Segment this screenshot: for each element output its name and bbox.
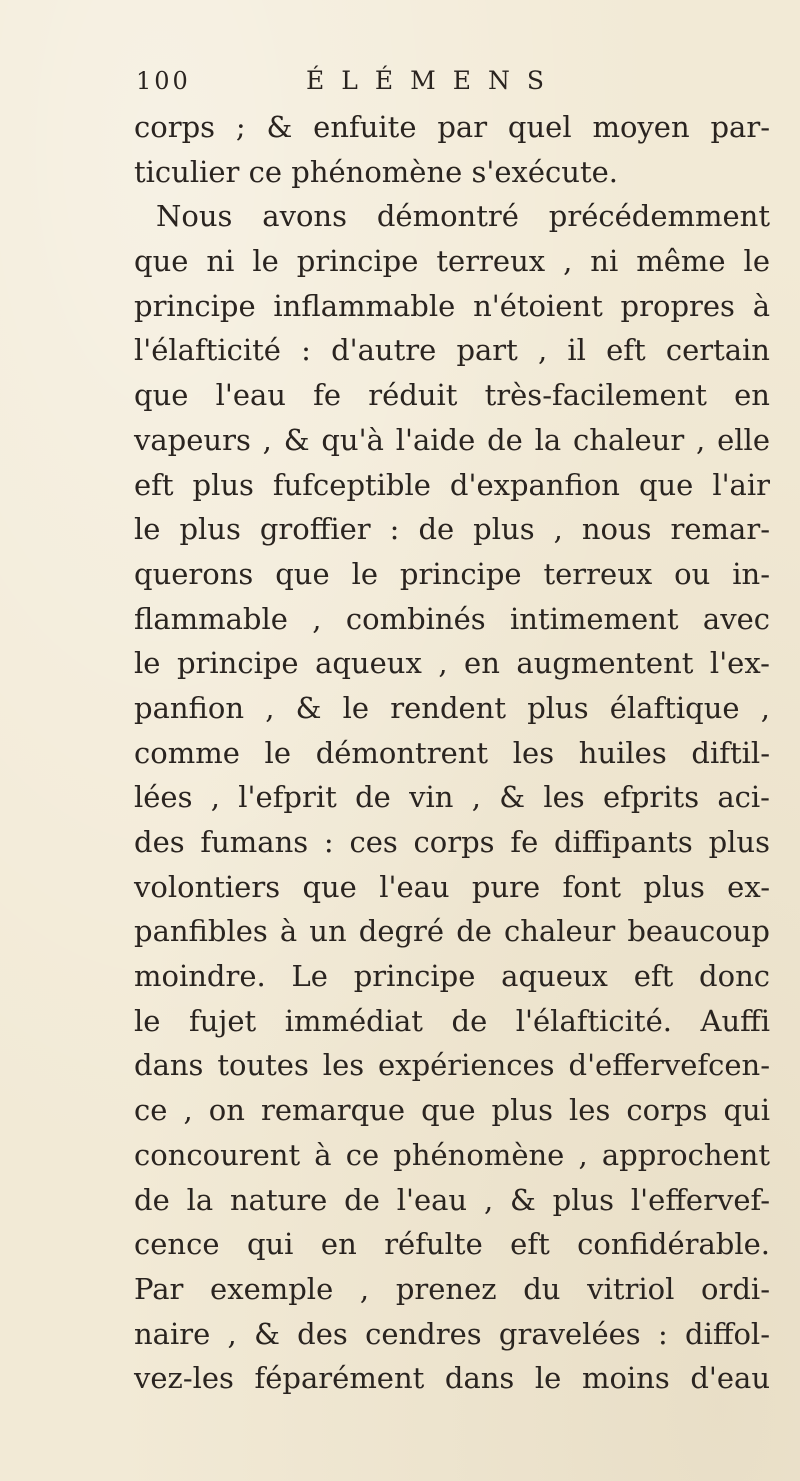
text-line: concourent à ce phénomène , approchent: [134, 1137, 770, 1172]
text-line: dans toutes les expériences d'effervefcen-: [134, 1048, 770, 1083]
body-text: [134, 105, 770, 1401]
text-line: vez-les féparément dans le moins d'eau: [134, 1361, 770, 1396]
text-line: panfibles à un degré de chaleur beaucoup: [134, 914, 770, 949]
text-line: le plus groffier : de plus , nous remar-: [134, 512, 770, 547]
text-line: l'élafticité : d'autre part , il eft certain: [134, 333, 770, 368]
text-line: le principe aqueux , en augmentent l'ex-: [134, 646, 770, 681]
text-line: Nous avons démontré précédemment: [156, 199, 770, 234]
text-line: ce , on remarque que plus les corps qui: [134, 1093, 770, 1128]
text-line: volontiers que l'eau pure font plus ex-: [134, 869, 770, 904]
text-line: flammable , combinés intimement avec: [134, 601, 770, 636]
text-line: moindre. Le principe aqueux eft donc: [134, 959, 770, 994]
text-line: principe inflammable n'étoient propres à: [134, 288, 770, 323]
page-number: 100: [136, 67, 191, 95]
text-line: lées , l'efprit de vin , & les efprits aci-: [134, 780, 770, 815]
text-line: cence qui en réfulte eft confidérable.: [134, 1227, 770, 1262]
running-head: ÉLÉMENS: [306, 66, 561, 95]
page-header: [136, 66, 776, 96]
text-line: le fujet immédiat de l'élafticité. Auffi: [134, 1003, 770, 1038]
text-line: Par exemple , prenez du vitriol ordi-: [134, 1271, 770, 1306]
text-line: panfion , & le rendent plus élaftique ,: [134, 690, 770, 725]
text-line: corps ; & enfuite par quel moyen par-: [134, 110, 770, 144]
text-line: querons que le principe terreux ou in-: [134, 556, 770, 591]
text-line: ticulier ce phénomène s'exécute.: [134, 154, 619, 189]
text-line: eft plus fufceptible d'expanfion que l'air: [134, 467, 770, 502]
text-line: de la nature de l'eau , & plus l'effervef-: [134, 1182, 770, 1217]
text-line: des fumans : ces corps fe diffipants plus: [134, 825, 770, 859]
text-line: naire , & des cendres gravelées : diffol-: [134, 1316, 770, 1351]
text-line: comme le démontrent les huiles diftil-: [134, 735, 770, 770]
text-line: que ni le principe terreux , ni même le: [134, 244, 770, 279]
text-line: que l'eau fe réduit très-facilement en: [134, 378, 770, 413]
text-line: vapeurs , & qu'à l'aide de la chaleur , elle: [134, 422, 770, 457]
